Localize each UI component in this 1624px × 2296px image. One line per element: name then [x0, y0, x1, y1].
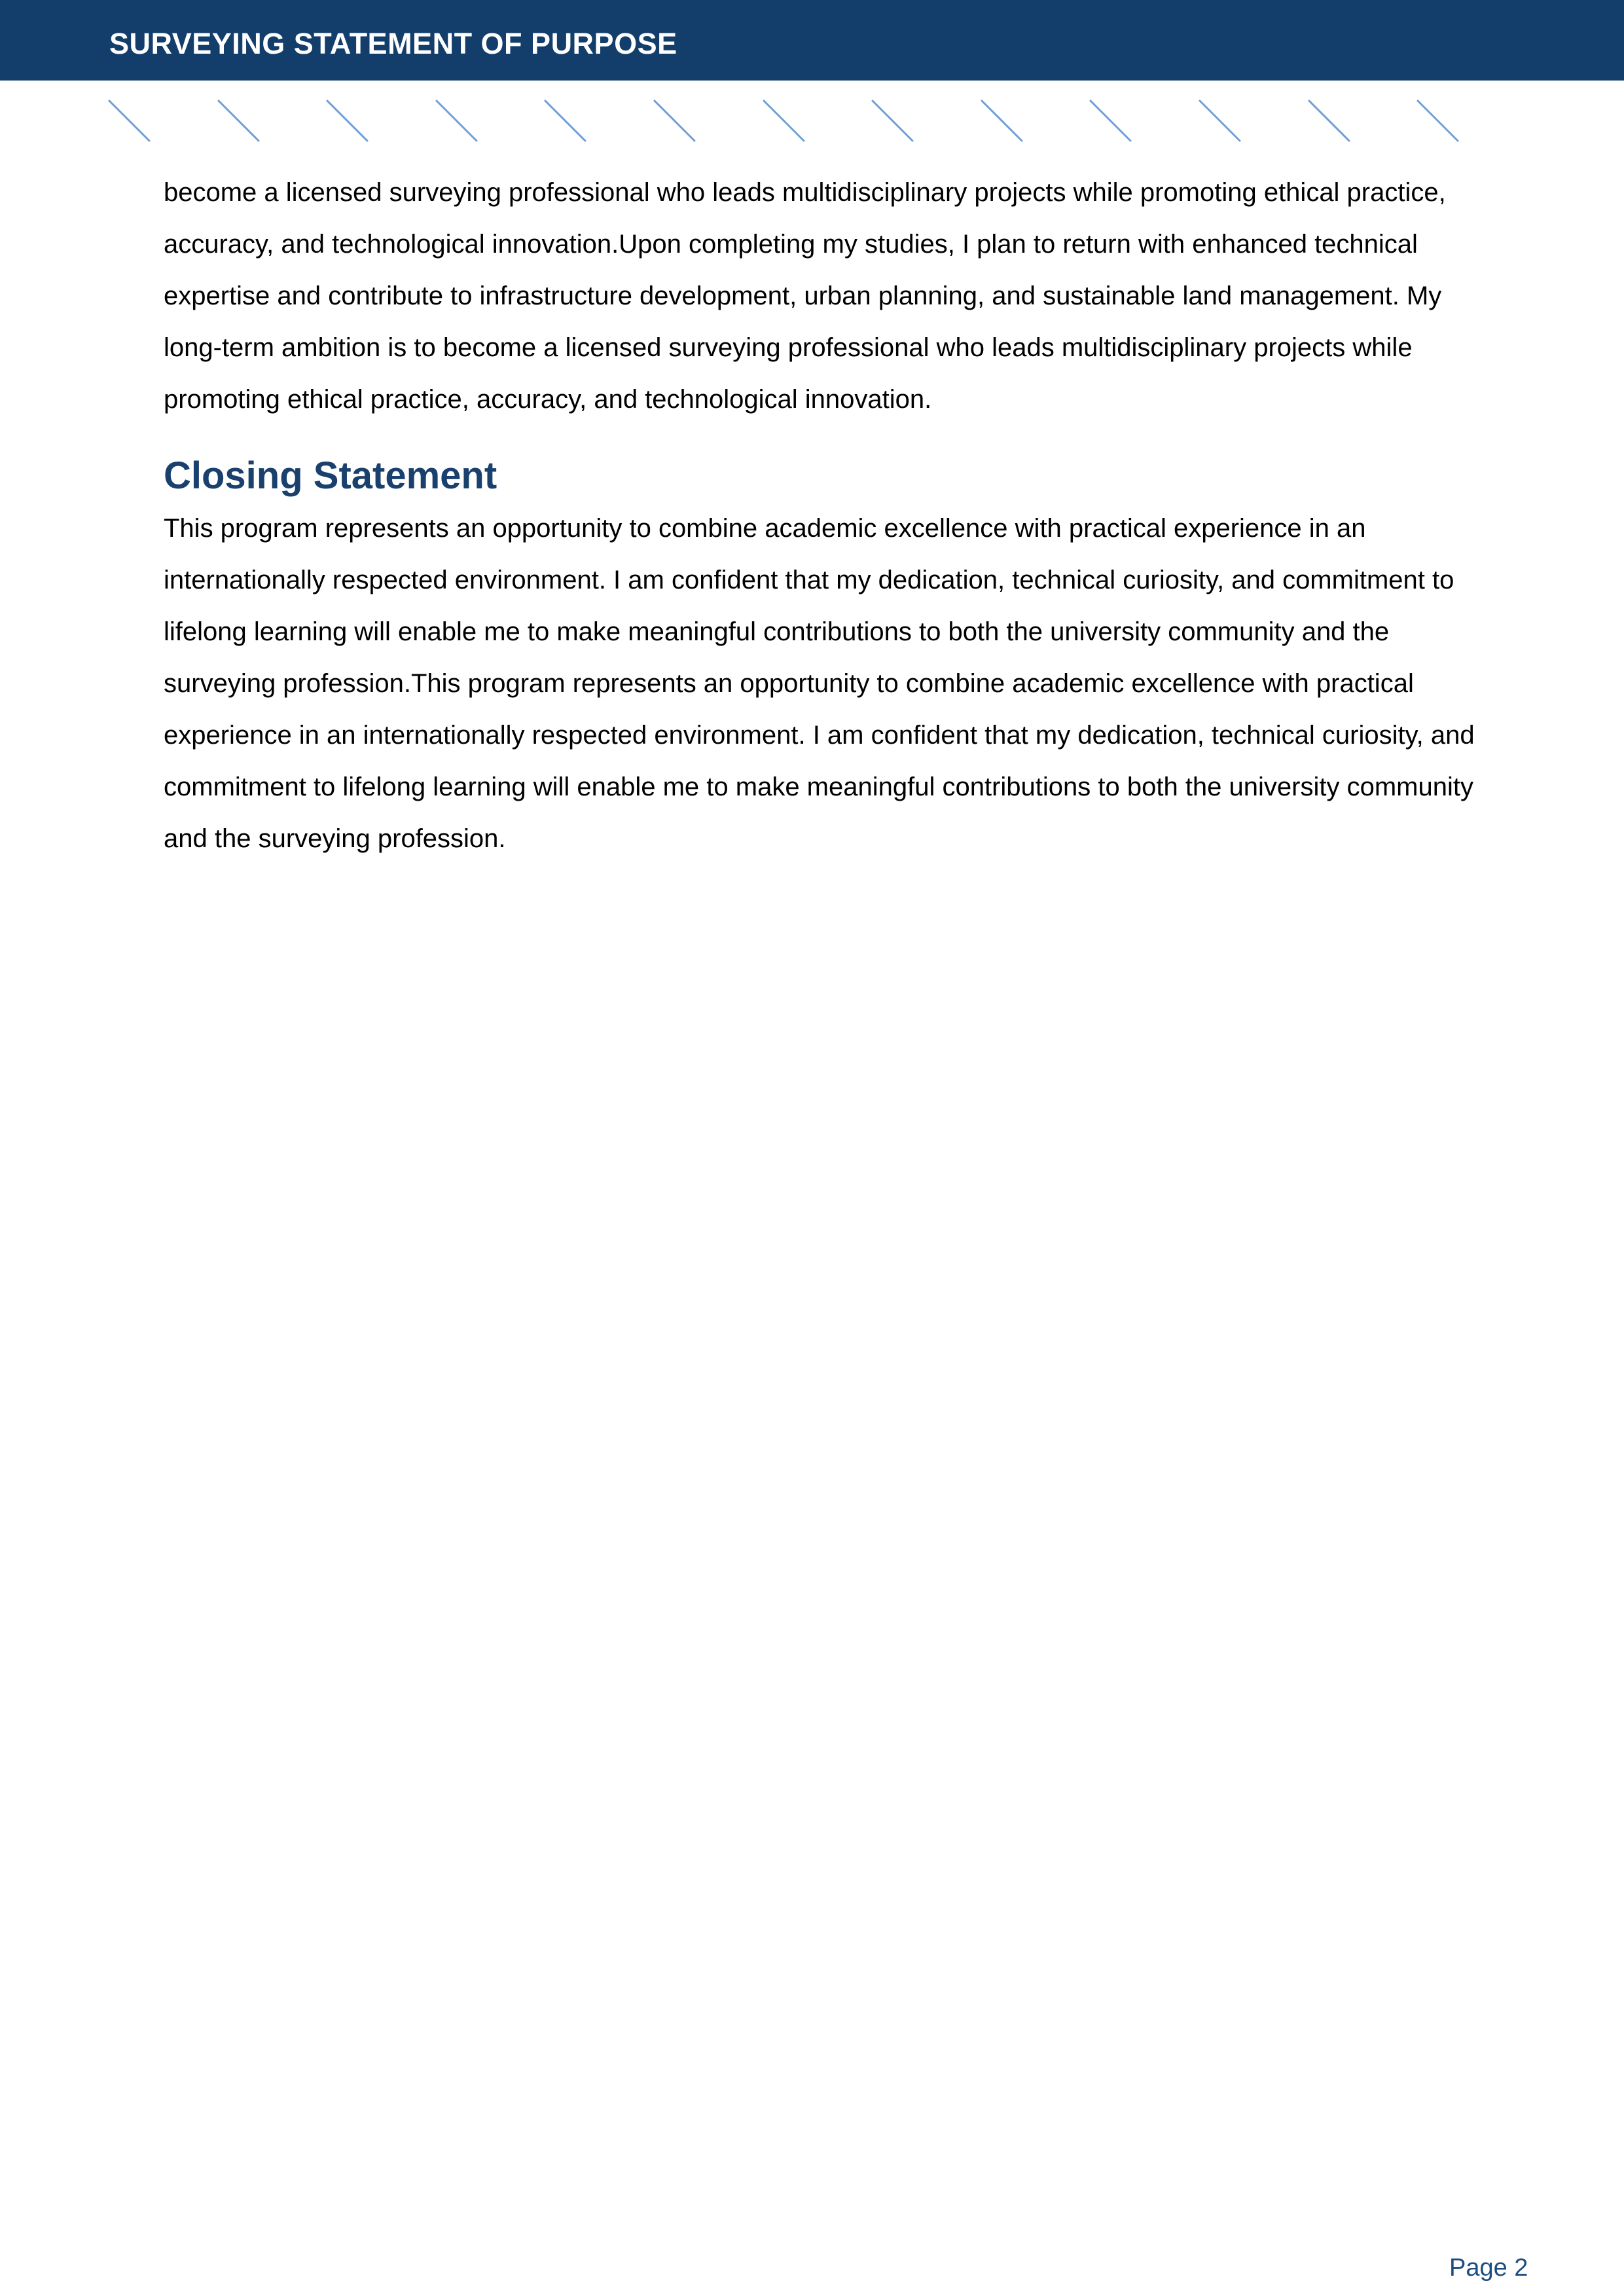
closing-statement-heading: Closing Statement — [164, 454, 497, 497]
continuation-paragraph: become a licensed surveying professional who leads multidisciplinary projects while promoting ethical practice, accuracy, and technological innovation.Upon completing my studies, I plan to return with enhanced technical expertise and contribute to infrastructure development, urban planning, and sustainable land management. My long-term ambition is to become a licensed surveying professional who leads multidisciplinary projects while promoting ethical practice, accuracy, and technological innovation. — [164, 178, 1446, 414]
document-body — [164, 167, 1479, 865]
document-title: SURVEYING STATEMENT OF PURPOSE — [109, 27, 677, 60]
closing-statement-paragraph: This program represents an opportunity to combine academic excellence with practical experience in an internationally respected environment. I am confident that my dedication, technical curiosity, and commitment to lifelong learning will enable me to make meaningful contributions to both the university community and the surveying profession.This program represents an opportunity to combine academic excellence with practical experience in an internationally respected environment. I am confident that my dedication, technical curiosity, and commitment to lifelong learning will enable me to make meaningful contributions to both the university community and the surveying profession. — [164, 514, 1475, 853]
header-band — [0, 0, 1624, 81]
diagonal-hatch-decoration — [0, 98, 1624, 144]
page-number: Page 2 — [1449, 2254, 1528, 2282]
